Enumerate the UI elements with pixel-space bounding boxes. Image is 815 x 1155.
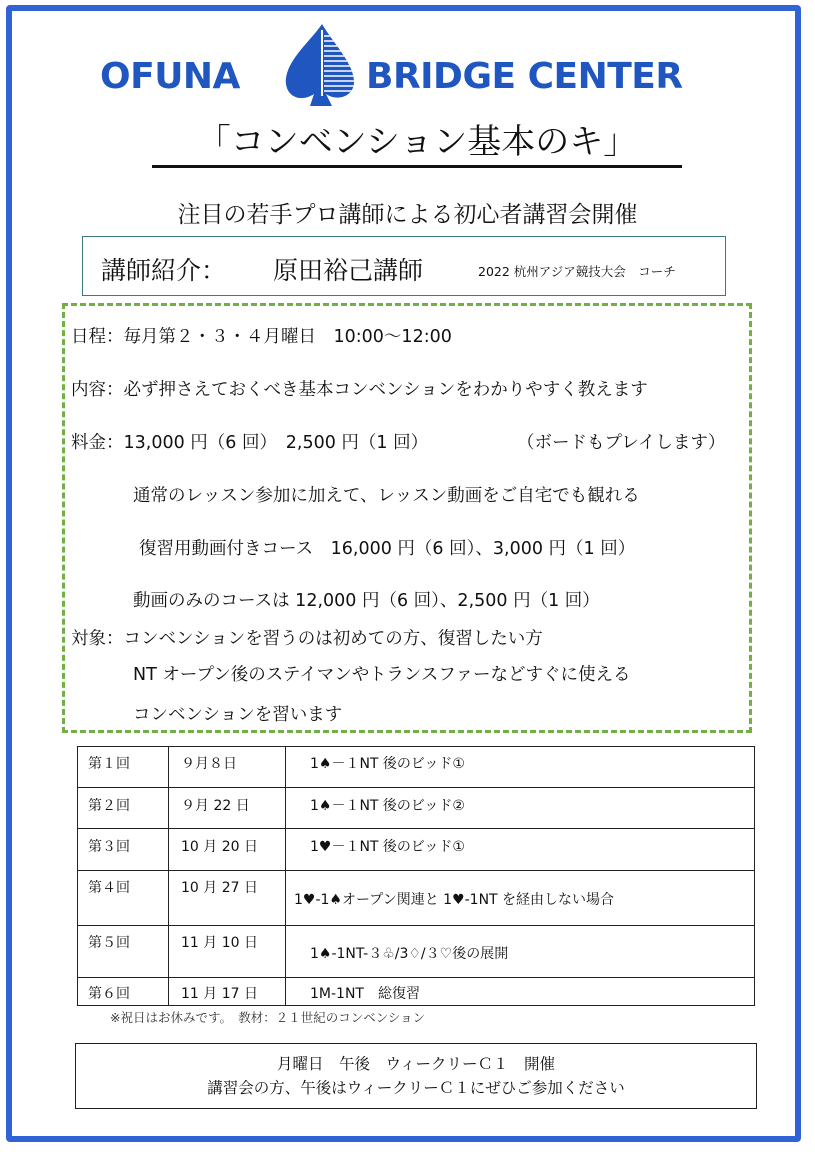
session-date: ９月８日	[169, 747, 286, 788]
session-number: 第４回	[78, 871, 169, 926]
table-row	[78, 788, 755, 829]
session-number: 第５回	[78, 926, 169, 978]
table-row	[78, 829, 755, 871]
table-row	[78, 926, 755, 978]
details-box	[62, 303, 752, 733]
table-row	[78, 978, 755, 1006]
content-line: 内容：必ず押さえておくべき基本コンベンションをわかりやすく教えます	[71, 380, 648, 400]
session-table	[77, 746, 755, 1006]
session-date: 11 月 10 日	[169, 926, 286, 978]
logo	[100, 22, 725, 112]
table-row	[78, 747, 755, 788]
info-line-1: 月曜日 午後 ウィークリーＣ１ 開催	[276, 1055, 556, 1073]
session-topic: 1♠－１NT 後のビッド②	[286, 788, 755, 829]
session-number: 第２回	[78, 788, 169, 829]
session-topic: 1♠－１NT 後のビッド①	[286, 747, 755, 788]
video-only-line: 動画のみのコースは 12,000 円（6 回）、2,500 円（1 回）	[133, 591, 600, 611]
review-course-line: 復習用動画付きコース 16,000 円（6 回）、3,000 円（1 回）	[139, 539, 636, 559]
session-number: 第３回	[78, 829, 169, 871]
instructor-note: 2022 杭州アジア競技大会 コーチ	[478, 264, 676, 279]
fee-note: （ボードもプレイします）	[517, 433, 726, 453]
session-topic: 1♠-1NT-３♧/3♢/３♡後の展開	[286, 926, 755, 978]
session-date: 10 月 27 日	[169, 871, 286, 926]
session-date: 11 月 17 日	[169, 978, 286, 1006]
fee-line: 料金：13,000 円（6 回） 2,500 円（1 回）	[71, 433, 429, 453]
info-box	[75, 1043, 757, 1109]
video-intro-line: 通常のレッスン参加に加えて、レッスン動画をご自宅でも観れる	[133, 486, 640, 506]
target-line-3: コンベンションを習います	[133, 705, 343, 725]
session-number: 第６回	[78, 978, 169, 1006]
instructor-box	[82, 236, 726, 296]
session-topic: 1♥－１NT 後のビッド①	[286, 829, 755, 871]
session-date: 10 月 20 日	[169, 829, 286, 871]
page-title: 「コンベンション基本のキ」	[152, 120, 682, 168]
subtitle: 注目の若手プロ講師による初心者講習会開催	[177, 202, 638, 228]
instructor-label: 講師紹介：	[101, 256, 227, 285]
session-topic: 1M-1NT 総復習	[286, 978, 755, 1006]
logo-text-right: BRIDGE CENTER	[366, 56, 683, 97]
session-topic: 1♥-1♠オープン関連と 1♥-1NT を経由しない場合	[286, 871, 755, 926]
session-date: ９月 22 日	[169, 788, 286, 829]
spade-sail-icon	[280, 22, 360, 108]
session-number: 第１回	[78, 747, 169, 788]
footnote: ※祝日はお休みです。 教材：２１世紀のコンベンション	[110, 1010, 426, 1025]
logo-text-left: OFUNA	[100, 56, 240, 97]
info-line-2: 講習会の方、午後はウィークリーＣ１にぜひご参加ください	[207, 1079, 625, 1097]
target-line-2: NT オープン後のステイマンやトランスファーなどすぐに使える	[133, 665, 631, 685]
target-line-1: 対象：コンベンションを習うのは初めての方、復習したい方	[71, 629, 543, 649]
instructor-name: 原田裕己講師	[273, 256, 424, 285]
schedule-line: 日程：毎月第２・３・４月曜日 10:00～12:00	[71, 327, 452, 347]
table-row	[78, 871, 755, 926]
